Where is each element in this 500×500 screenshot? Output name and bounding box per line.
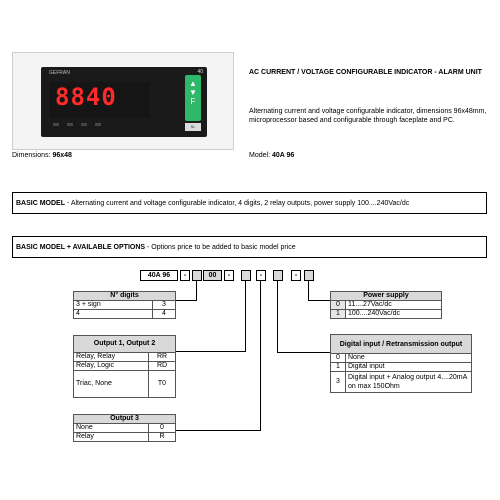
code-segment-output3 [273,270,283,281]
model-info [249,152,294,159]
basic-model-box [12,192,487,214]
code-separator: - [180,270,190,281]
digital-option-label: Digital input [346,363,472,372]
led-indicator [95,123,101,126]
output12-table [73,335,176,398]
digits-option-label: 4 [74,310,153,319]
power-table [330,291,442,319]
output12-option-code: RD [149,362,176,371]
code-segment-power [304,270,314,281]
digital-option-label: None [346,354,472,363]
model-value: 40A 96 [271,152,295,159]
code-segment-fixed: 00 [203,270,222,281]
output3-title: Output 3 [74,415,176,424]
code-segment-model: 40A 96 [140,270,178,281]
digital-title: Digital input / Retransmission output [331,335,472,354]
model-mark: 40 [197,69,203,75]
connector-line [277,352,330,353]
digits-option-label: 3 + sign [74,301,153,310]
up-arrow-icon: ▲ [189,79,197,88]
power-option-label: 11....27Vac/dc [346,301,442,310]
output12-title: Output 1, Output 2 [74,336,176,353]
power-option-code: 1 [331,310,346,319]
connector-line [245,281,246,351]
led-display [49,82,149,118]
code-separator: - [256,270,266,281]
code-segment-output12 [241,270,251,281]
product-photo [12,52,234,150]
output3-table [73,414,176,442]
display-digits: 8840 [55,83,117,111]
keypad [185,75,201,121]
digits-option-code: 4 [153,310,176,319]
digital-option-code: 3 [331,372,346,393]
connector-line [196,281,197,300]
model-label: Model: [249,152,271,159]
led-indicator [53,123,59,126]
power-option-code: 0 [331,301,346,310]
basic-model-text: - Alternating current and voltage configurable indicator, 4 digits, 2 relay outputs, power supply 100....240Vac/dc [65,200,410,207]
power-option-label: 100....240Vac/dc [346,310,442,319]
indicator-device [41,67,207,137]
output3-option-code: 0 [149,424,176,433]
digital-option-label: Digital input + Analog output 4....20mA on max 150Ohm [346,372,472,393]
digits-table [73,291,176,319]
function-key: F [190,97,196,106]
digits-title: N° digits [74,292,176,301]
options-label: BASIC MODEL + AVAILABLE OPTIONS [16,244,146,251]
digits-option-code: 3 [153,301,176,310]
led-indicator [81,123,87,126]
connector-line [176,300,197,301]
options-text: - Options price to be added to basic model price [145,244,296,251]
product-description: Alternating current and voltage configurable indicator, dimensions 96x48mm, microprocessor based and configurable through faceplate and PC. [249,108,487,124]
digital-option-code: 1 [331,363,346,372]
down-arrow-icon: ▼ [189,88,197,97]
digital-table [330,334,472,393]
options-box [12,236,487,258]
code-separator: - [291,270,301,281]
output12-option-code: T0 [149,371,176,398]
output12-option-label: Triac, None [74,371,149,398]
connector-line [176,430,261,431]
basic-model-label: BASIC MODEL [16,200,65,207]
code-segment-digits [192,270,202,281]
output3-option-label: None [74,424,149,433]
output12-option-code: RR [149,353,176,362]
product-title: AC CURRENT / VOLTAGE CONFIGURABLE INDICATOR - ALARM UNIT [249,69,482,76]
led-indicator [67,123,73,126]
brand-label: GEFRAN [49,70,70,76]
connector-line [308,300,330,301]
power-title: Power supply [331,292,442,301]
output3-option-code: R [149,433,176,442]
connector-line [176,351,246,352]
dimensions-label: Dimensions: [12,152,51,159]
dimensions [12,152,72,159]
connector-line [277,281,278,352]
sl-button: SL [185,123,201,131]
code-separator: - [224,270,234,281]
connector-line [260,281,261,431]
connector-line [308,281,309,300]
dimensions-value: 96x48 [52,152,72,159]
output3-option-label: Relay [74,433,149,442]
output12-option-label: Relay, Logic [74,362,149,371]
output12-option-label: Relay, Relay [74,353,149,362]
digital-option-code: 0 [331,354,346,363]
